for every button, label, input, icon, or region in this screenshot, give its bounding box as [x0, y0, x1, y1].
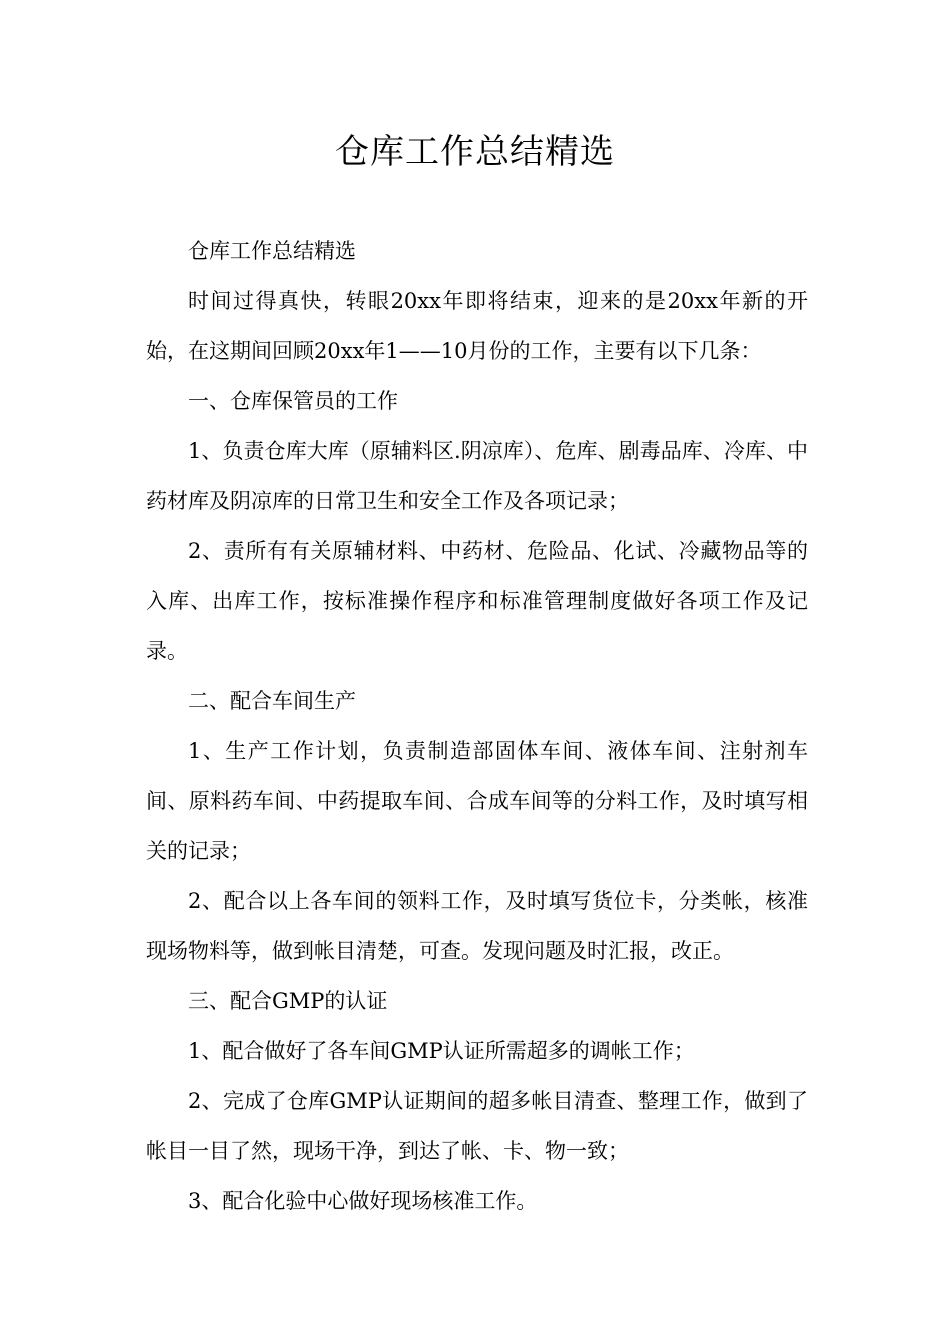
paragraph-2-2: 2、配合以上各车间的领料工作，及时填写货位卡，分类帐，核准现场物料等，做到帐目清楚，可查。发现问题及时汇报，改正。 — [146, 889, 808, 963]
paragraph-2-1: 1、生产工作计划，负责制造部固体车间、液体车间、注射剂车间、原料药车间、中药提取车间、合成车间等的分料工作，及时填写相关的记录； — [146, 739, 808, 863]
section-heading-3: 三、配合GMP的认证 — [188, 989, 388, 1013]
section-heading-2: 二、配合车间生产 — [188, 689, 356, 713]
paragraph-3-2: 2、完成了仓库GMP认证期间的超多帐目清查、整理工作，做到了帐目一目了然，现场干净，到达了帐、卡、物一致； — [146, 1089, 808, 1163]
document-body — [146, 226, 808, 1226]
paragraph-intro: 时间过得真快，转眼20xx年即将结束，迎来的是20xx年新的开始，在这期间回顾20xx年1——10月份的工作，主要有以下几条： — [146, 289, 808, 363]
section-heading-1: 一、仓库保管员的工作 — [188, 389, 398, 413]
paragraph-3-1: 1、配合做好了各车间GMP认证所需超多的调帐工作； — [188, 1039, 695, 1063]
document-title: 仓库工作总结精选 — [335, 132, 615, 172]
paragraph-1-1: 1、负责仓库大库（原辅料区.阴凉库）、危库、剧毒品库、冷库、中药材库及阴凉库的日常卫生和安全工作及各项记录； — [146, 439, 808, 513]
paragraph-subtitle: 仓库工作总结精选 — [188, 239, 356, 263]
paragraph-3-3: 3、配合化验中心做好现场核准工作。 — [188, 1189, 538, 1213]
paragraph-1-2: 2、责所有有关原辅材料、中药材、危险品、化试、冷藏物品等的入库、出库工作，按标准操作程序和标准管理制度做好各项工作及记录。 — [146, 539, 808, 663]
